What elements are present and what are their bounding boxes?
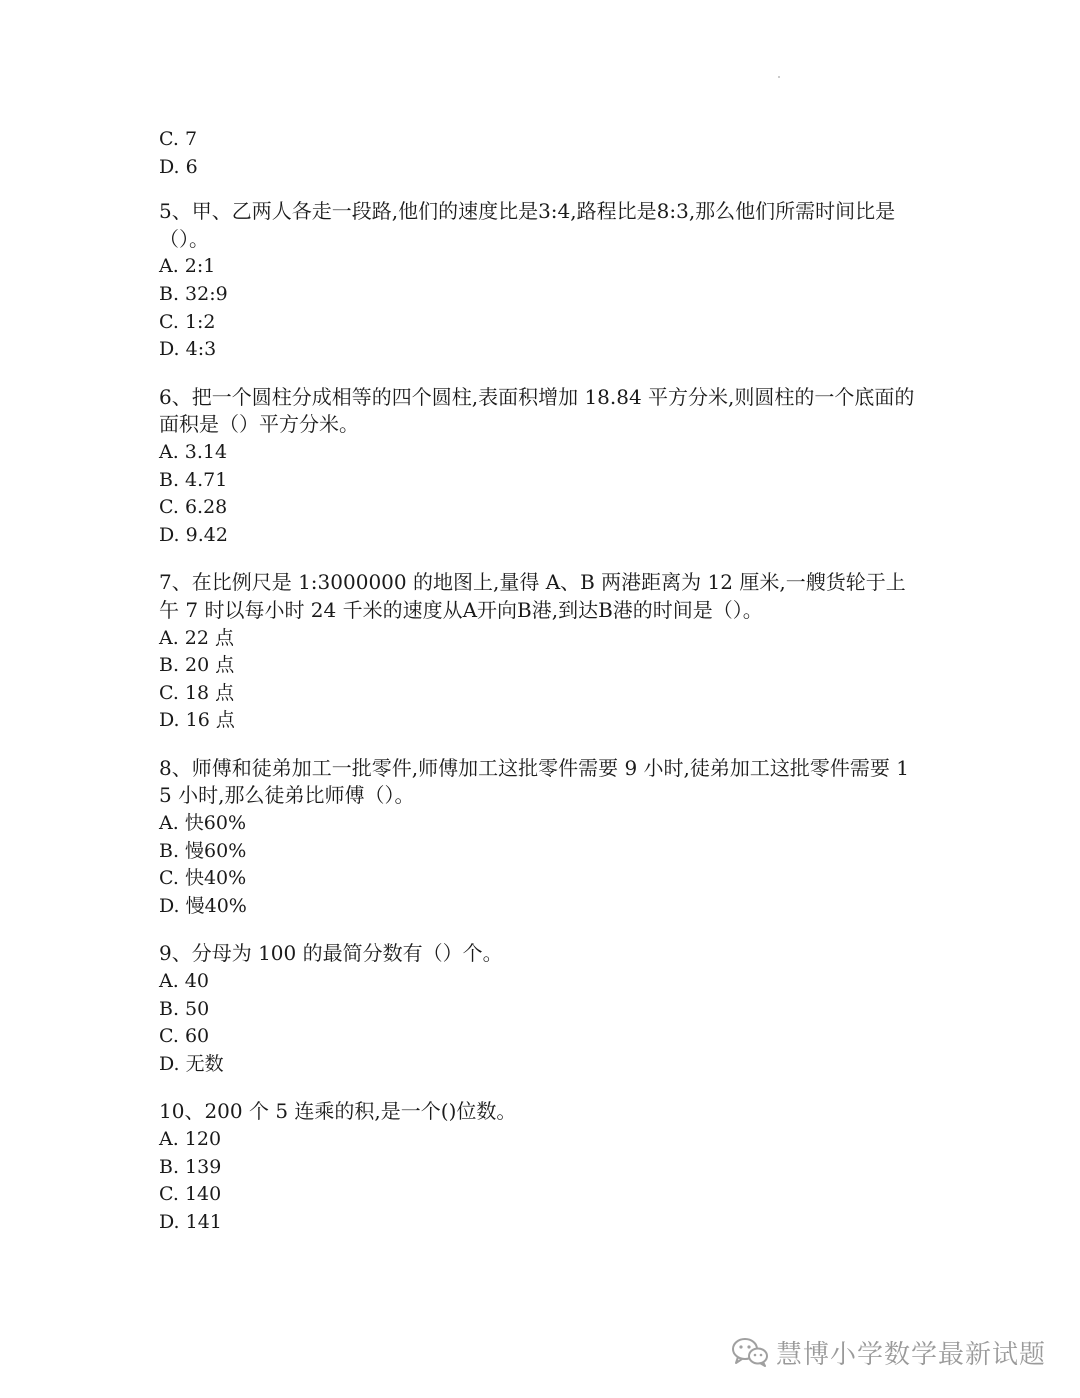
watermark (730, 1332, 1046, 1372)
option-c: C. 快40% (159, 867, 247, 890)
page-dot (778, 76, 780, 78)
question-text: 7、在比例尺是 1:3000000 的地图上,量得 A、B 两港距离为 12 厘米,一艘货轮于上午 7 时以每小时 24 千米的速度从A开向B港,到达B港的时间是（）。 (159, 570, 906, 622)
option-a: A. 40 (159, 970, 209, 993)
option-d: D. 16 点 (159, 709, 235, 732)
option-c: C. 140 (159, 1183, 222, 1206)
option-c: C. 60 (159, 1025, 210, 1048)
option-c: C. 1:2 (159, 310, 216, 333)
option-a: A. 快60% (159, 812, 247, 835)
option-b: B. 50 (159, 997, 210, 1020)
question-text: 6、把一个圆柱分成相等的四个圆柱,表面积增加 18.84 平方分米,则圆柱的一个底面的面积是（）平方分米。 (159, 384, 915, 437)
option-c: C. 7 (159, 128, 198, 150)
option-b: B. 4.71 (159, 468, 228, 491)
option-b: B. 20 点 (159, 654, 235, 677)
question-text: 9、分母为 100 的最简分数有（）个。 (159, 941, 503, 966)
option-c: C. 6.28 (159, 496, 228, 519)
option-a: A. 120 (159, 1128, 222, 1150)
question-8 (159, 755, 919, 921)
option-d: D. 慢40% (159, 894, 247, 917)
watermark-text: 慧博小学数学最新试题 (776, 1339, 1047, 1370)
option-d: D. 无数 (159, 1052, 224, 1075)
option-a: A. 3.14 (159, 440, 228, 463)
option-d: D. 9.42 (159, 523, 228, 546)
option-b: B. 32:9 (159, 282, 228, 305)
option-b: B. 139 (159, 1155, 222, 1178)
option-d: D. 4:3 (159, 338, 217, 361)
question-text: 10、200 个 5 连乘的积,是一个()位数。 (159, 1099, 517, 1124)
option-b: B. 慢60% (159, 839, 247, 862)
question-text: 8、师傅和徒弟加工一批零件,师傅加工这批零件需要 9 小时,徒弟加工这批零件需要 15 小时,那么徒弟比师傅（）。 (159, 755, 909, 808)
previous-question-tail (159, 126, 919, 181)
option-a: A. 22 点 (159, 626, 235, 649)
option-d: D. 6 (159, 155, 198, 178)
question-9 (159, 940, 919, 1078)
question-6 (159, 384, 919, 550)
wechat-icon (730, 1336, 770, 1368)
option-a: A. 2:1 (159, 255, 216, 278)
option-c: C. 18 点 (159, 681, 235, 704)
question-5 (159, 198, 919, 364)
option-d: D. 141 (159, 1210, 222, 1233)
question-7 (159, 569, 919, 735)
question-10 (159, 1098, 919, 1236)
question-text: 5、甲、乙两人各走一段路,他们的速度比是3:4,路程比是8:3,那么他们所需时间比是（）。 (159, 199, 896, 251)
question-list (159, 126, 919, 1256)
